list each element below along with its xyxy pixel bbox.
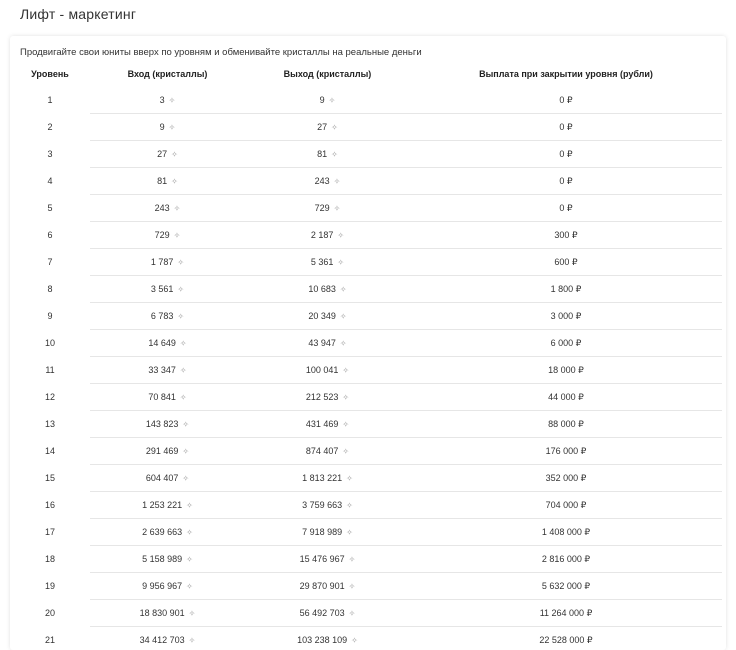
cell-input [90,222,245,249]
cell-payout [410,195,722,222]
crystal-icon: ✧ [339,285,347,294]
cell-level-value: 16 [44,500,55,510]
cell-level-value: 15 [44,473,55,483]
cell-payout [410,276,722,303]
crystal-icon: ✧ [342,447,350,456]
cell-level-value: 19 [44,581,55,591]
cell-input [90,519,245,546]
cell-input-value: 1 253 221 [142,500,183,510]
cell-level-value: 21 [44,635,55,645]
crystal-icon: ✧ [182,474,190,483]
cell-level [10,114,90,141]
cell-level-value: 5 [47,203,53,213]
cell-level [10,303,90,330]
crystal-icon: ✧ [346,474,353,483]
cell-payout [410,627,722,650]
cell-level [10,519,90,546]
crystal-icon: ✧ [168,123,176,132]
header-output: Выход (кристаллы) [283,68,372,79]
cell-payout-value: 11 264 000 ₽ [539,607,593,618]
crystal-icon: ✧ [182,420,190,429]
cell-input-value: 604 407 [145,473,179,483]
cell-input-value: 70 841 [148,392,176,402]
cell-output-value: 29 870 901 [299,581,345,591]
crystal-icon: ✧ [179,393,187,402]
header-level: Уровень [31,68,69,79]
cell-output [245,330,410,357]
crystal-icon: ✧ [342,420,350,429]
cell-level-value: 1 [47,95,53,106]
cell-output [245,384,410,411]
cell-payout-value: 0 ₽ [559,202,573,213]
table-row [10,411,722,438]
cell-input-value: 729 [154,230,170,240]
cell-output-value: 81 [317,149,328,159]
cell-level [10,168,90,195]
crystal-icon: ✧ [177,312,185,321]
cell-output-value: 15 476 967 [299,554,345,564]
table-row [10,546,722,573]
cell-level-value: 10 [44,338,55,348]
crystal-icon: ✧ [186,501,193,510]
cell-input-value: 291 469 [145,446,179,456]
cell-input [90,330,245,357]
table-row [10,492,722,519]
table-row [10,168,722,195]
table-header-row [10,60,722,87]
cell-level [10,546,90,573]
cell-output [245,357,410,384]
cell-payout [410,600,722,627]
crystal-icon: ✧ [179,339,187,348]
crystal-icon: ✧ [333,177,341,186]
cell-level-value: 18 [44,554,55,564]
cell-output [245,276,410,303]
cell-output [245,114,410,141]
cell-level [10,87,90,114]
cell-input [90,438,245,465]
cell-input [90,141,245,168]
cell-level-value: 11 [45,365,55,375]
page-title: Лифт - маркетинг [20,6,137,22]
table-row [10,249,722,276]
cell-output-value: 243 [314,176,330,186]
crystal-icon: ✧ [337,231,345,240]
cell-output [245,141,410,168]
crystal-icon: ✧ [348,555,356,564]
cell-level-value: 8 [47,284,53,294]
cell-payout [410,411,722,438]
cell-output [245,492,410,519]
cell-payout [410,222,722,249]
cell-payout [410,465,722,492]
cell-output-value: 9 [319,95,325,105]
crystal-icon: ✧ [173,204,181,213]
table-row [10,141,722,168]
crystal-icon: ✧ [342,366,350,375]
cell-payout [410,141,722,168]
crystal-icon: ✧ [351,636,358,645]
cell-output [245,87,410,114]
table-row [10,276,722,303]
cell-output-value: 100 041 [305,365,339,375]
cell-payout [410,519,722,546]
cell-level [10,411,90,438]
crystal-icon: ✧ [337,258,345,267]
cell-output-value: 10 683 [308,284,336,294]
cell-input [90,87,245,114]
cell-input-value: 9 [159,122,165,132]
cell-output-value: 431 469 [305,419,339,429]
cell-output [245,627,410,650]
cell-input [90,168,245,195]
cell-level-value: 12 [44,392,55,402]
cell-payout-value: 3 000 ₽ [550,310,582,321]
cell-output-value: 27 [317,122,328,132]
cell-input [90,276,245,303]
cell-level-value: 14 [44,446,55,456]
cell-input-value: 14 649 [148,338,176,348]
cell-payout-value: 44 000 ₽ [548,391,584,402]
table-row [10,438,722,465]
cell-payout [410,330,722,357]
table-row [10,519,722,546]
cell-input [90,573,245,600]
cell-payout-value: 0 ₽ [559,94,573,105]
cell-output [245,465,410,492]
table-row [10,465,722,492]
cell-output-value: 729 [314,203,330,213]
cell-level-value: 20 [44,608,55,618]
table-row [10,195,722,222]
table-row [10,87,722,114]
cell-level [10,573,90,600]
cell-level [10,465,90,492]
cell-output-value: 212 523 [305,392,339,402]
cell-payout-value: 0 ₽ [559,121,573,132]
crystal-icon: ✧ [348,582,356,591]
cell-level [10,195,90,222]
cell-input [90,600,245,627]
cell-level-value: 7 [47,257,53,267]
cell-level-value: 2 [47,122,53,132]
table-row [10,357,722,384]
crystal-icon: ✧ [173,231,181,240]
crystal-icon: ✧ [177,285,185,294]
cell-output-value: 20 349 [308,311,336,321]
crystal-icon: ✧ [188,636,196,645]
cell-payout-value: 352 000 ₽ [545,472,587,483]
cell-input [90,249,245,276]
cell-payout [410,573,722,600]
crystal-icon: ✧ [339,312,347,321]
crystal-icon: ✧ [342,393,350,402]
cell-input [90,114,245,141]
cell-input [90,357,245,384]
cell-level-value: 17 [44,527,55,537]
cell-payout-value: 300 ₽ [554,229,578,240]
cell-output [245,600,410,627]
table-row [10,114,722,141]
cell-payout [410,303,722,330]
cell-payout-value: 22 528 000 ₽ [539,634,593,645]
cell-payout-value: 6 000 ₽ [550,337,582,348]
cell-input-value: 34 412 703 [139,635,185,645]
cell-payout-value: 0 ₽ [559,175,573,186]
cell-output [245,519,410,546]
crystal-icon: ✧ [331,150,338,159]
cell-input-value: 18 830 901 [139,608,185,618]
crystal-icon: ✧ [186,528,193,537]
cell-output-value: 3 759 663 [302,500,343,510]
cell-output-value: 103 238 109 [297,635,348,645]
table-row [10,627,722,650]
levels-table [10,60,722,650]
crystal-icon: ✧ [339,339,347,348]
cell-input [90,384,245,411]
cell-output-value: 874 407 [305,446,339,456]
crystal-icon: ✧ [179,366,187,375]
cell-payout-value: 176 000 ₽ [545,445,587,456]
table-row [10,222,722,249]
cell-payout [410,438,722,465]
marketing-card [10,36,726,650]
cell-level [10,384,90,411]
cell-input-value: 6 783 [150,311,174,321]
cell-payout [410,546,722,573]
cell-payout-value: 1 408 000 ₽ [541,526,591,537]
cell-input-value: 2 639 663 [142,527,183,537]
crystal-icon: ✧ [328,96,336,105]
table-body [10,87,722,650]
cell-payout-value: 18 000 ₽ [548,364,584,375]
card-subtitle: Продвигайте свои юниты вверх по уровням и обменивайте кристаллы на реальные деньги [20,47,422,58]
crystal-icon: ✧ [186,582,193,591]
cell-input-value: 81 [157,176,168,186]
cell-input [90,546,245,573]
cell-output [245,573,410,600]
cell-level-value: 3 [47,149,53,159]
cell-output [245,411,410,438]
cell-input-value: 27 [157,149,168,159]
cell-output [245,438,410,465]
cell-output [245,249,410,276]
crystal-icon: ✧ [348,609,356,618]
cell-output [245,546,410,573]
cell-input-value: 33 347 [148,365,176,375]
crystal-icon: ✧ [171,177,178,186]
header-payout: Выплата при закрытии уровня (рубли) [479,68,653,79]
cell-payout-value: 5 632 000 ₽ [541,580,591,591]
crystal-icon: ✧ [177,258,185,267]
cell-input [90,465,245,492]
cell-level-value: 13 [44,419,55,429]
cell-output-value: 56 492 703 [299,608,345,618]
cell-output [245,303,410,330]
cell-level [10,492,90,519]
cell-output-value: 43 947 [308,338,336,348]
cell-level-value: 9 [47,311,53,321]
cell-input-value: 5 158 989 [142,554,183,564]
cell-output [245,195,410,222]
cell-input [90,303,245,330]
cell-input-value: 9 956 967 [142,581,183,591]
crystal-icon: ✧ [182,447,190,456]
cell-output-value: 2 187 [310,230,334,240]
cell-level [10,600,90,627]
cell-payout [410,249,722,276]
cell-input [90,492,245,519]
cell-output-value: 7 918 989 [302,527,343,537]
cell-payout [410,384,722,411]
table-row [10,573,722,600]
table-row [10,384,722,411]
cell-input [90,627,245,650]
table-row [10,303,722,330]
cell-payout-value: 704 000 ₽ [545,499,587,510]
cell-payout-value: 2 816 000 ₽ [541,553,591,564]
cell-level [10,357,90,384]
cell-level-value: 4 [47,176,53,186]
cell-level-value: 6 [47,230,53,240]
cell-level [10,627,90,650]
cell-output-value: 5 361 [310,257,334,267]
cell-input-value: 1 787 [150,257,174,267]
crystal-icon: ✧ [168,96,176,105]
cell-payout [410,168,722,195]
cell-payout-value: 0 ₽ [559,148,573,159]
cell-level [10,222,90,249]
cell-payout-value: 600 ₽ [554,256,578,267]
table-row [10,330,722,357]
cell-level [10,141,90,168]
cell-output [245,168,410,195]
cell-input-value: 3 561 [150,284,174,294]
cell-input [90,195,245,222]
cell-payout [410,357,722,384]
table-row [10,600,722,627]
cell-level [10,276,90,303]
cell-input-value: 143 823 [145,419,179,429]
crystal-icon: ✧ [331,123,338,132]
cell-level [10,330,90,357]
cell-input [90,411,245,438]
cell-output [245,222,410,249]
crystal-icon: ✧ [171,150,178,159]
cell-output-value: 1 813 221 [302,473,343,483]
crystal-icon: ✧ [186,555,193,564]
cell-level [10,249,90,276]
cell-payout [410,492,722,519]
crystal-icon: ✧ [346,501,353,510]
cell-payout [410,87,722,114]
cell-level [10,438,90,465]
cell-input-value: 243 [154,203,170,213]
cell-payout-value: 88 000 ₽ [548,418,584,429]
header-input: Вход (кристаллы) [127,68,208,79]
crystal-icon: ✧ [346,528,353,537]
crystal-icon: ✧ [333,204,341,213]
cell-input-value: 3 [159,95,165,105]
cell-payout-value: 1 800 ₽ [550,283,582,294]
crystal-icon: ✧ [188,609,196,618]
cell-payout [410,114,722,141]
